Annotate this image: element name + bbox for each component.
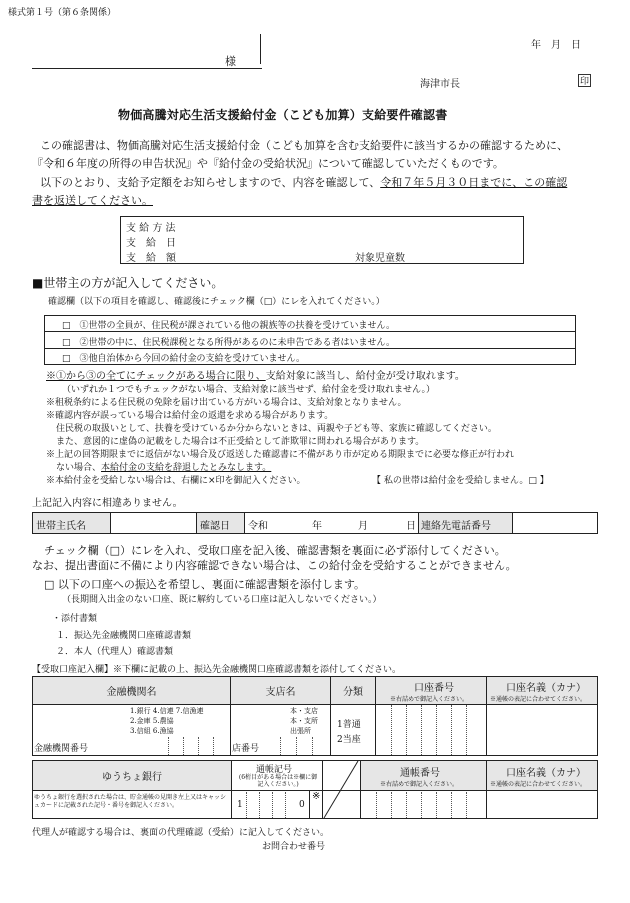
intro-line4: 書を返送してください。 [32,194,153,207]
holder-note: ※通帳の表記に合わせてください。 [490,696,587,703]
decline-checkbox[interactable]: 【 私の世帯は給付金を受給しません。□ 】 [372,476,549,486]
month-label: 月 [358,521,368,532]
bank-code-label: 金融機関番号 [34,744,89,754]
note-3: ※確認内容が誤っている場合は給付金の返還を求める場合があります。 [46,411,334,421]
branch-name-header: 支店名 [265,687,296,698]
form-id: 様式第１号（第６条関係） [8,8,117,18]
seal-mark: 印 [578,74,591,87]
account-number-header: 口座番号 [414,683,454,694]
date-field[interactable] [244,513,418,533]
check-intro: 確認欄（以下の項目を確認し、確認後にチェック欄（□）にレを入れてください。） [48,297,385,307]
name-field[interactable] [110,513,196,533]
bank-types-3: 3.信組 6.漁協 [130,727,174,735]
yucho-last-digit: 0 [299,800,305,810]
category-header: 分類 [343,687,363,698]
attach-2: ２．本人（代理人）確認書類 [56,647,174,657]
branch-types-3: 出張所 [290,727,311,735]
inquiry-number-label: お問合わせ番号 [262,842,326,852]
children-count: 対象児童数 [355,253,405,264]
intro-line3 [40,174,567,190]
intro-line2: 『令和６年度の所得の申告状況』や『給付金の受給状況』について確認していただくものです。 [32,157,504,170]
attach-1: １．振込先金融機関口座確認書類 [56,631,192,641]
note-4-sub [56,460,271,473]
note-3-sub2: また、意図的に虚偽の記載をした場合は不正受給として詐欺罪に問われる場合があります。 [56,437,425,447]
confirm-date-label: 確認日 [200,521,230,532]
phone-label: 連絡先電話番号 [421,521,491,532]
yucho-holder-header: 口座名義（カナ） [506,768,586,779]
date-label: 年 月 日 [531,40,581,51]
page-title: 物価高騰対応生活支援給付金（こども加算）支給要件確認書 [118,108,448,122]
note-5: ※本給付金を受給しない場合は、右欄に×印を御記入ください。 [46,476,306,486]
yucho-symbol-header: 通帳記号 [256,765,293,775]
section1-heading: ■世帯主の方が記入してください。 [32,276,224,290]
bank-note-1: チェック欄（□）にレを入れ、受取口座を記入後、確認書類を裏面に必ず添付してください。 [44,544,506,557]
check-item-2[interactable]: □ ②世帯の中に、住民税課税となる所得があるのに未申告である者はいません。 [62,338,396,348]
yucho-number-header: 通帳番号 [400,768,440,779]
note-3-sub1: 住民税の取扱いとして、扶養を受けているか分からないときは、両親や子ども等、家族に確認してください。 [56,424,497,434]
note-1b: 支給対象に該当し、給付金が受け取れます。 [265,371,465,382]
payment-date: 支 給 日 [126,238,176,249]
account-heading: 【受取口座記入欄】※下欄に記載の上、振込先金融機関口座確認書類を添付してください。 [32,665,402,675]
check-item-3[interactable]: □ ③他自治体から今回の給付金の支給を受けていません。 [62,354,306,364]
category-option-1[interactable]: 1普通 [337,720,361,730]
holder-header: 口座名義（カナ） [506,683,586,694]
yucho-description: ゆうちょ銀行を選択された場合は、貯金通帳の見開き左上又はキャッシュカードに記載された記号・番号を御記入ください。 [34,794,227,809]
branch-code-label: 店番号 [232,744,260,754]
note-4-sub-a: ない場合、 [56,463,102,473]
bank-note-4: （長期間入出金のない口座、既に解約している口座は記入しないでください。） [62,595,382,605]
issuer: 海津市長 [420,79,460,90]
name-label: 世帯主氏名 [36,521,86,532]
note-2: ※租税条約による住民税の免除を届け出ている方がいる場合は、支給対象となりません。 [46,398,407,408]
yucho-holder-note: ※通帳の表記に合わせてください。 [490,781,587,788]
year-label: 年 [312,521,322,532]
note-1-sub: （いずれか１つでもチェックがない場合、支給対象に該当せず、給付金を受け取れません。） [62,385,436,395]
account-number-note: ※右詰めで御記入ください。 [390,696,469,703]
note-1a: ※①から③の全てにチェックがある場合に限り、 [46,371,266,382]
deadline-text: 令和７年５月３０日までに、この確認 [380,176,568,189]
yucho-number-note: ※右詰めで御記入ください。 [380,781,459,788]
check-item-1[interactable]: □ ①世帯の全員が、住民税が課されている他の親族等の扶養を受けていません。 [62,321,396,331]
yucho-label: ゆうちょ銀行 [102,772,162,783]
era-label: 令和 [248,521,268,532]
note-1 [46,367,465,382]
recipient-divider [260,34,261,64]
bank-types-2: 2.金庫 5.農協 [130,717,174,725]
branch-types-1: 本・支店 [290,707,318,715]
bank-note-2: なお、提出書面に不備により内容確認できない場合は、この給付金を受給することができません。 [32,559,517,572]
note-4-sub-b: 本給付金の支給を辞退したとみなします。 [101,463,272,473]
agent-note: 代理人が確認する場合は、裏面の代理確認（受給）に記入してください。 [32,828,330,838]
payment-amount: 支 給 額 [126,253,176,264]
phone-field[interactable] [512,513,597,533]
recipient-suffix: 様 [225,55,236,68]
intro-line1: この確認書は、物価高騰対応生活支援給付金（こども加算を含む支給要件に該当するかの確認するために、 [40,139,568,152]
yucho-sixth-digit-mark: ※ [312,791,321,802]
bank-name-header: 金融機関名 [106,687,157,698]
category-option-2[interactable]: 2当座 [337,735,361,745]
bank-types-1: 1.銀行 4.信連 7.信漁連 [130,707,204,715]
confirm-text: 上記記入内容に相違ありません。 [32,498,183,509]
strike-diagonal [322,760,360,819]
attach-title: ・添付書類 [52,614,98,624]
yucho-first-digit: 1 [237,800,243,810]
yucho-symbol-note: (6桁目がある場合は※欄に御記入ください。) [238,774,318,788]
payment-method: 支 給 方 法 [126,223,176,234]
payment-box [120,216,524,264]
day-label: 日 [406,521,416,532]
note-4: ※上記の回答期限までに返信がない場合及び返送した確認書に不備があり市が定める期限までに必要な修正が行われ [46,450,515,460]
intro-line3-a: 以下のとおり、支給予定額をお知らせしますので、内容を確認して、 [40,176,381,189]
transfer-checkbox[interactable]: □ 以下の口座への振込を希望し、裏面に確認書類を添付します。 [44,578,366,591]
branch-types-2: 本・支所 [290,717,318,725]
